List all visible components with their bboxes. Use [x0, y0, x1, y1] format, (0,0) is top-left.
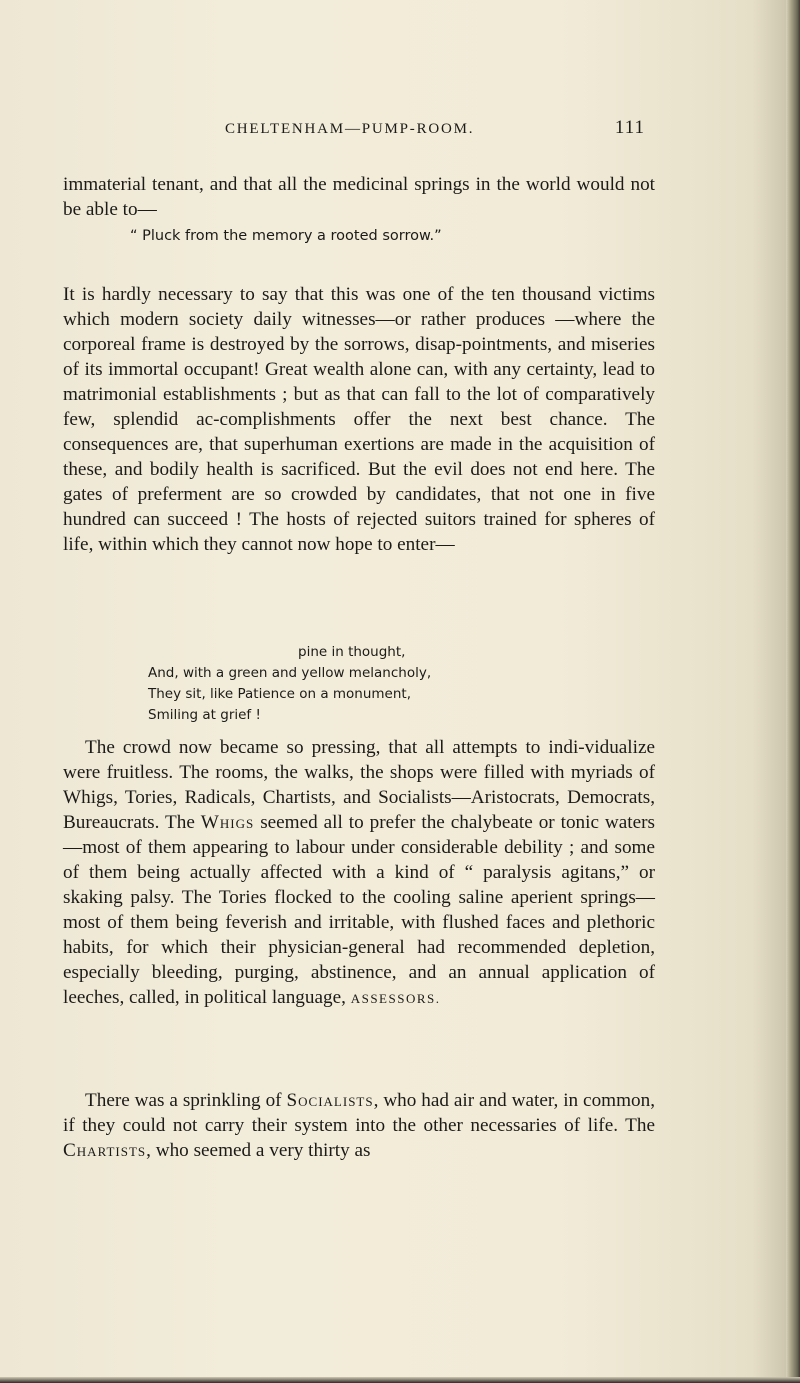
page-number: 111	[614, 117, 645, 138]
paragraph-4-text-cont: , who had air and water, in common, if they could not carry their system into the other necessaries of life. The	[63, 1090, 655, 1136]
paragraph-3-text-cont: seemed all to prefer the chalybeate or tonic waters—most of them appearing to labour under considerable debility ; and some of them being actually affected with a kind of “ paralysis agitans,” or skaking palsy. The Tories flocked to the cooling saline aperient springs—most of them being feverish and irritable, with flushed faces and plethoric habits, for which their physician-general had recommended depletion, especially bleeding, purging, abstinence, and an annual application of leeches, called, in political language,	[63, 812, 655, 1008]
verse-line: They sit, like Patience on a monument,	[148, 686, 412, 702]
paragraph-4-text: There was a sprinkling of	[85, 1090, 282, 1111]
verse-block	[148, 642, 431, 726]
page-header	[225, 117, 645, 141]
paragraph-2: It is hardly necessary to say that this was one of the ten thousand victims which modern society daily witnesses—or rather produces —where the corporeal frame is destroyed by the sorrows, disap-pointments, and miseries of its immortal occupant! Great wealth alone can, with any certainty, lead to matrimonial establishments ; but as that can fall to the lot of comparatively few, splendid ac-complishments offer the next best chance. The consequences are, that superhuman exertions are made in the acquisition of these, and bodily health is sacrificed. But the evil does not end here. The gates of preferment are so crowded by candidates, that not one in five hundred can succeed ! The hosts of rejected suitors trained for spheres of life, within which they cannot now hope to enter—	[63, 284, 655, 555]
running-head: CHELTENHAM—PUMP-ROOM.	[225, 121, 475, 137]
paragraph-4-text-end: , who seemed a very thirty as	[146, 1140, 371, 1161]
chartists-smallcaps: Chartists	[63, 1140, 147, 1161]
paragraph-3	[63, 735, 655, 1011]
page-bottom-edge	[0, 1377, 800, 1383]
verse-line: Smiling at grief !	[148, 707, 261, 723]
verse-line: pine in thought,	[298, 644, 406, 660]
whigs-smallcaps: Whigs	[200, 812, 255, 833]
socialists-smallcaps: Socialists	[286, 1090, 374, 1111]
paragraph-1: immaterial tenant, and that all the medicinal springs in the world would not be able to—	[63, 174, 655, 220]
assessors-smallcaps: ASSESSORS.	[350, 991, 441, 1006]
verse-line: And, with a green and yellow melancholy,	[148, 665, 432, 681]
paragraph-3-text: The crowd now became so pressing, that all attempts to indi-vidualize were fruitless. The rooms, the walks, the shops were filled with myriads of Whigs, Tories, Radicals, Chartists, and Socialists—Aristocrats, Democrats, Bureaucrats. The	[63, 737, 655, 833]
page-edge-shadow	[786, 0, 800, 1383]
paragraph-4	[63, 1088, 655, 1163]
shakespeare-quote: “ Pluck from the memory a rooted sorrow.”	[130, 228, 442, 244]
